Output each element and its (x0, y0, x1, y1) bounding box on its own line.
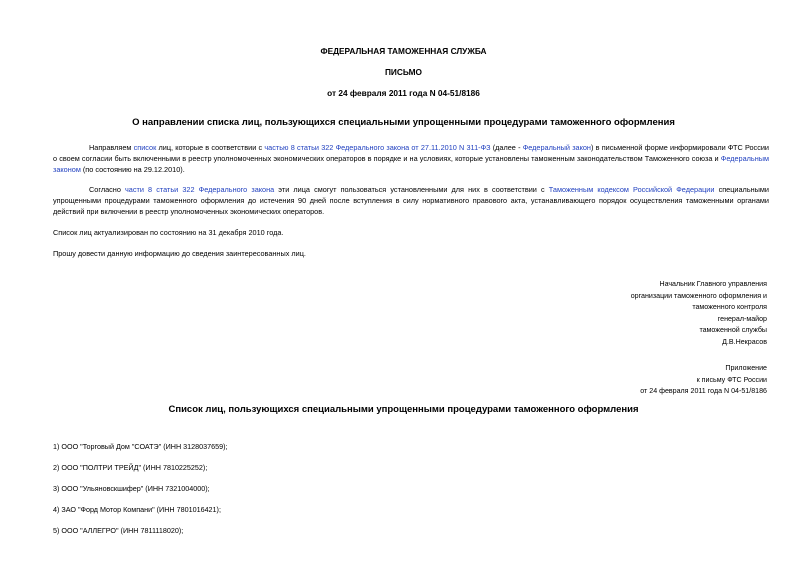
document-date-number: от 24 февраля 2011 года N 04-51/8186 (327, 88, 480, 98)
link-law-article-2[interactable]: части 8 статьи 322 Федерального закона (125, 185, 275, 194)
signature-line: генерал-майор (717, 314, 767, 323)
signature-line: таможенной службы (699, 326, 767, 334)
text: эти лица смогут пользоваться установленными для них в соответствии с (274, 185, 549, 194)
appendix-line: от 24 февраля 2011 года N 04-51/8186 (640, 387, 767, 395)
agency-name: ФЕДЕРАЛЬНАЯ ТАМОЖЕННАЯ СЛУЖБА (320, 46, 487, 56)
link-customs-code[interactable]: Таможенным кодексом Российской Федерации (548, 185, 715, 194)
list-item: 2) ООО "ПОЛТРИ ТРЕЙД" (ИНН 7810225252); (53, 463, 208, 472)
signature-line: Д.В.Некрасов (722, 337, 767, 346)
signature-line: Начальник Главного управления (659, 280, 767, 288)
signature-block (631, 279, 767, 348)
paragraph-1 (53, 142, 769, 175)
text: лиц, которые в соответствии с (156, 143, 265, 152)
appendix-line: к письму ФТС России (696, 375, 767, 384)
link-federal-law[interactable]: Федеральный закон (522, 143, 591, 152)
link-federal-law-2[interactable]: Федеральным законом (53, 154, 769, 174)
text: (по состоянию на 29.12.2010). (80, 165, 185, 174)
list-item: 4) ЗАО "Форд Мотор Компани" (ИНН 7801016421); (53, 505, 221, 514)
text: специальными упрощенными процедурами таможенного оформления до истечения 90 дней после вступления в силу нормативного правового акта, устанавливающего порядок осуществления таможенными органами действий при включении в реестр уполномоченных экономических операторов. (53, 185, 769, 216)
text: Согласно (89, 185, 125, 194)
text: Направляем (89, 143, 134, 152)
list-item: 1) ООО "Торговый Дом "СОАТЭ" (ИНН 3128037659); (53, 442, 228, 451)
document-type: ПИСЬМО (384, 67, 423, 77)
paragraph-3: Список лиц актуализирован по состоянию на 31 декабря 2010 года. (53, 228, 284, 237)
signature-line: организации таможенного оформления и (630, 291, 767, 300)
paragraph-4: Прошу довести данную информацию до сведения заинтересованных лиц. (53, 249, 306, 258)
letter-title: О направлении списка лиц, пользующихся специальными упрощенными процедурами таможенного оформления (132, 117, 675, 128)
paragraph-2 (53, 184, 769, 217)
link-law-article[interactable]: частью 8 статьи 322 Федерального закона от 27.11.2010 N 311-ФЗ (264, 143, 491, 152)
list-item: 5) ООО "АЛЛЕГРО" (ИНН 7811118020); (53, 526, 184, 535)
list-item: 3) ООО "Ульяновскшифер" (ИНН 7321004000); (53, 484, 210, 493)
list-title: Список лиц, пользующихся специальными упрощенными процедурами таможенного оформления (168, 404, 639, 415)
appendix-block (640, 363, 767, 398)
text: (далее - (490, 143, 523, 152)
appendix-line: Приложение (725, 364, 767, 372)
signature-line: таможенного контроля (692, 303, 767, 311)
link-list[interactable]: список (133, 143, 157, 152)
text: ) в письменной форме информировали ФТС России о своем согласии быть включенными в реестр уполномоченных экономических операторов в порядке и на условиях, которые установлены таможенным законодательством Таможенного союза и (53, 143, 769, 163)
